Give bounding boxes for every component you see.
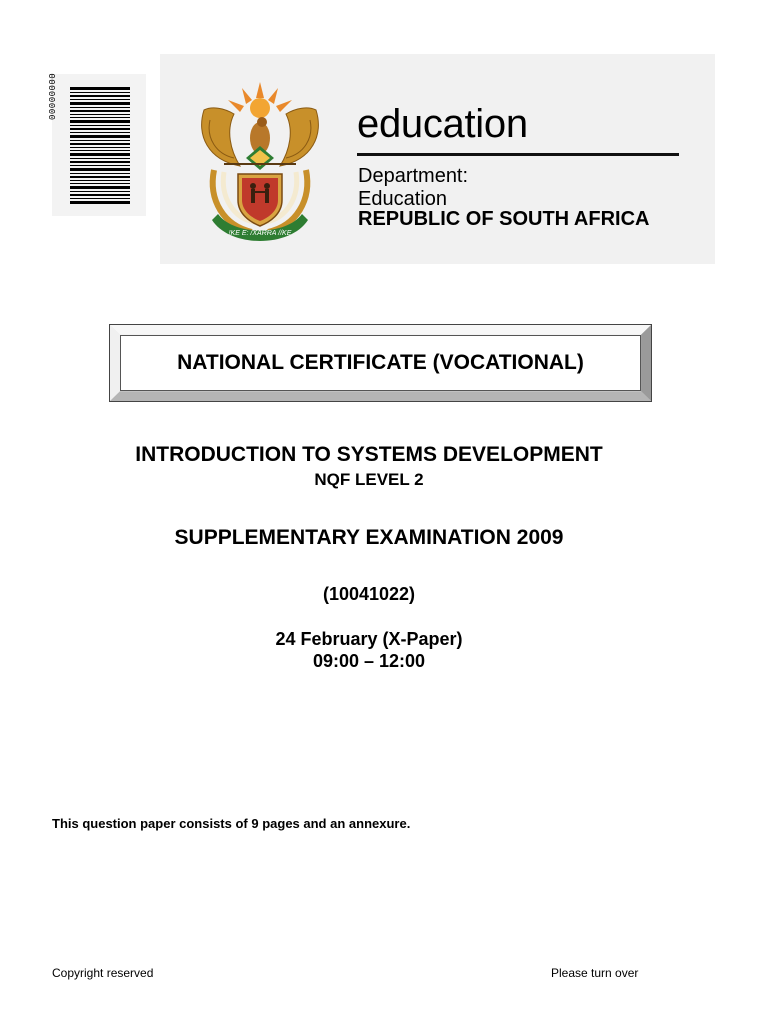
certificate-title-box	[109, 324, 652, 402]
department-name: Education	[358, 188, 447, 210]
certificate-title: NATIONAL CERTIFICATE (VOCATIONAL)	[120, 335, 641, 391]
page-count-note: This question paper consists of 9 pages and an annexure.	[52, 816, 411, 831]
exam-time: 09:00 – 12:00	[312, 651, 426, 671]
barcode-icon	[70, 87, 130, 205]
exam-date: 24 February (X-Paper)	[275, 629, 463, 649]
barcode-number: 00000000	[48, 72, 58, 120]
country-name: REPUBLIC OF SOUTH AFRICA	[358, 208, 650, 230]
subject-title: INTRODUCTION TO SYSTEMS DEVELOPMENT	[135, 443, 603, 466]
paper-code: (10041022)	[322, 584, 416, 604]
copyright-notice: Copyright reserved	[52, 966, 154, 980]
wordmark-divider	[357, 153, 679, 156]
department-label: Department:	[358, 165, 469, 187]
nqf-level: NQF LEVEL 2	[314, 470, 424, 489]
svg-text:!KE E: /XARRA //KE: !KE E: /XARRA //KE	[228, 230, 292, 237]
education-wordmark: education	[357, 102, 528, 146]
turn-over-notice: Please turn over	[551, 966, 639, 980]
coat-of-arms-icon	[190, 80, 330, 245]
exam-title: SUPPLEMENTARY EXAMINATION 2009	[174, 526, 564, 549]
